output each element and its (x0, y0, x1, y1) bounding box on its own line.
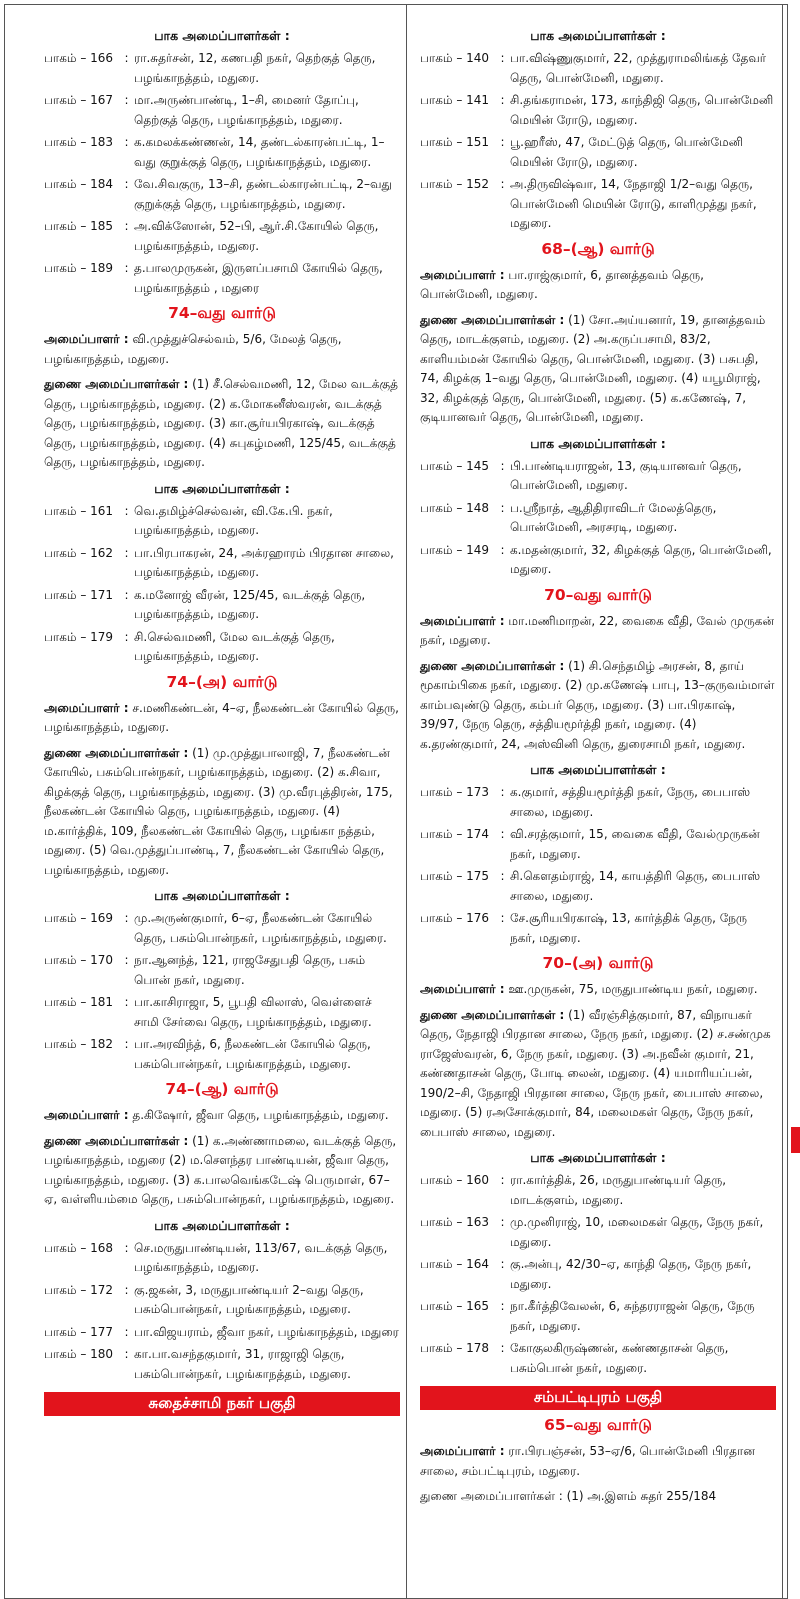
booth-organizer: க.கமலக்கண்ணன், 14, தண்டல்காரன்பட்டி, 1–வது குறுக்குத் தெரு, பழங்காநத்தம், மதுரை. (134, 135, 385, 169)
booth-number: பாகம் – 175 (420, 869, 490, 883)
booth-organizer: க.மனோஜ் வீரன், 125/45, வடக்குத் தெரு, பழங்காநத்தம், மதுரை. (134, 587, 366, 621)
organizer-paragraph (420, 1442, 776, 1481)
section-heading: பாக அமைப்பாளர்கள் : (530, 435, 666, 451)
colon: : (500, 1173, 505, 1187)
booth-organizer: நா.கீர்த்திவேலன், 6, சுந்தரராஜன் தெரு, நேரு நகர், மதுரை. (510, 1299, 755, 1333)
area-banner: சுதைச்சாமி நகர் பகுதி (44, 1392, 400, 1416)
booth-number: பாகம் – 160 (420, 1173, 490, 1187)
booth-number: பாகம் – 185 (44, 219, 114, 233)
booth-row (420, 133, 776, 172)
column-divider (406, 4, 407, 1599)
organizer-label: அமைப்பாளர் : (420, 1444, 505, 1458)
colon: : (500, 177, 505, 191)
booth-row (44, 133, 400, 172)
ward-title: 74–வது வார்டு (168, 304, 276, 322)
booth-organizer: வே.சிவகுரு, 13–சி, தண்டல்காரன்பட்டி, 2–வது குறுக்குத் தெரு, பழங்காநத்தம், மதுரை. (134, 177, 392, 211)
booth-number: பாகம் – 169 (44, 911, 114, 925)
assistant-label: துணை அமைப்பாளர்கள் : (420, 1007, 565, 1022)
booth-row (44, 259, 400, 298)
organizer-label: அமைப்பாளர் : (420, 982, 505, 996)
booth-row (420, 783, 776, 822)
colon: : (500, 827, 505, 841)
booth-number: பாகம் – 141 (420, 93, 490, 107)
booth-organizer: பா.விஷ்ணுகுமார், 22, முத்துராமலிங்கத் தேவர் தெரு, பொன்மேனி, மதுரை. (510, 51, 767, 85)
ward-title: 68–(ஆ) வார்டு (541, 239, 655, 258)
assistant-details: (1) க.அண்ணாமலை, வடக்குத் தெரு, பழங்காநத்தம், மதுரை (2) ம.சௌந்தர பாண்டியன், ஜீவா தெரு, பழங்காநத்தம், மதுரை. (3) க.பாலவெங்கடேஷ் பெருமாள், 67–ஏ, வள்ளியம்மை தெரு, பசும்பொன்நகர், பழங்காநத்தம், மதுரை. (44, 1133, 397, 1206)
ward-title: 74–(ஆ) வார்டு (165, 1080, 279, 1098)
booth-number: பாகம் – 184 (44, 177, 114, 191)
colon: : (124, 953, 129, 967)
booth-row (44, 993, 400, 1032)
booth-number: பாகம் – 178 (420, 1341, 490, 1355)
booth-number: பாகம் – 174 (420, 827, 490, 841)
booth-number: பாகம் – 162 (44, 545, 114, 560)
booth-number: பாகம் – 145 (420, 458, 490, 473)
booth-row (420, 175, 776, 234)
booth-organizer: வெ.தமிழ்ச்செல்வன், வி.கே.பி. நகர், பழங்காநத்தம், மதுரை. (134, 503, 333, 537)
booth-row (420, 1297, 776, 1336)
area-banner: சம்பட்டிபுரம் பகுதி (420, 1386, 776, 1410)
booth-row (44, 951, 400, 990)
section-heading: பாக அமைப்பாளர்கள் : (154, 1217, 290, 1233)
booth-row (44, 628, 400, 667)
assistant-organizers-paragraph (44, 1132, 400, 1210)
booth-organizer: நா.ஆனந்த், 121, ராஜசேதுபதி தெரு, பசும் பொன் நகர், மதுரை. (134, 953, 366, 987)
booth-row (44, 586, 400, 625)
booth-number: பாகம் – 152 (420, 177, 490, 191)
booth-number: பாகம் – 177 (44, 1324, 114, 1339)
booth-row (420, 457, 776, 496)
booth-organizer: சி.தங்கராமன், 173, காந்திஜி தெரு, பொன்மேனி மெயின் ரோடு, மதுரை. (510, 93, 774, 127)
organizer-details: ரா.பிரபஞ்சன், 53–ஏ/6, பொன்மேனி பிரதான சாலை, சம்பட்டிபுரம், மதுரை. (420, 1444, 755, 1478)
booth-number: பாகம் – 149 (420, 542, 490, 557)
assistant-organizers-paragraph (44, 375, 400, 473)
booth-row (44, 1239, 400, 1278)
assistant-details: (1) சோ.அய்யனார், 19, தானத்தவம் தெரு, மாடக்குளம், மதுரை. (2) அ.கருப்பசாமி, 83/2, காளியம்மன் கோயில் தெரு, பொன்மேனி, மதுரை. (3) பசுபதி, 74, கிழக்கு 1–வது தெரு, பொன்மேனி, மதுரை. (4) யபூமிராஜ், 32, கிழக்குத் தெரு, பொன்மேனி, மதுரை. (5) க.கணேஷ், 7, குடியானவர் தெரு, பொன்மேனி, மதுரை. (420, 312, 766, 424)
booth-organizer: சி.செல்வமணி, மேல வடக்குத் தெரு, பழங்காநத்தம், மதுரை. (134, 629, 335, 663)
colon: : (124, 911, 129, 925)
booth-organizer: சே.சூரியபிரகாஷ், 13, கார்த்திக் தெரு, நேரு நகர், மதுரை. (510, 911, 748, 945)
organizer-paragraph (420, 980, 776, 1000)
ward-title: 65–வது வார்டு (544, 1416, 652, 1434)
booth-organizer: அ.திருவிஷ்வா, 14, நேதாஜி 1/2–வது தெரு, பொன்மேனி மெயின் ரோடு, காளிமுத்து நகர், மதுரை. (510, 177, 757, 230)
booth-number: பாகம் – 182 (44, 1037, 114, 1051)
organizer-details: ச.மணிகண்டன், 4–ஏ, நீலகண்டன் கோயில் தெரு, பழங்காநத்தம், மதுரை. (44, 700, 399, 734)
assistant-organizers-paragraph (44, 744, 400, 881)
booth-row (44, 1035, 400, 1074)
booth-organizer: கா.பா.வசந்தகுமார், 31, ராஜாஜி தெரு, பசும்பொன்நகர், பழங்காநத்தம், மதுரை. (134, 1347, 351, 1381)
booth-organizer: அ.விக்ஸோன், 52–பி, ஆர்.சி.கோயில் தெரு, பழங்காநத்தம், மதுரை. (134, 219, 379, 253)
colon: : (500, 1341, 505, 1355)
booth-number: பாகம் – 165 (420, 1299, 490, 1313)
section-heading: பாக அமைப்பாளர்கள் : (530, 1150, 666, 1165)
booth-organizer: வி.சரத்குமார், 15, வைகை வீதி, வேல்முருகன் நகர், மதுரை. (510, 827, 760, 861)
booth-number: பாகம் – 140 (420, 51, 490, 65)
booth-row (44, 1323, 400, 1343)
organizer-paragraph (44, 1106, 400, 1126)
ward-title: 70–(அ) வார்டு (542, 954, 654, 972)
booth-number: பாகம் – 171 (44, 587, 114, 602)
right-edge-rule (782, 4, 783, 1599)
booth-organizer: ப.ஸ்ரீநாத், ஆதிதிராவிடர் மேலத்தெரு, பொன்மேனி, அரசரடி, மதுரை. (510, 500, 717, 534)
booth-organizer: பா.விஜயராம், ஜீவா நகர், பழங்காநத்தம், மதுரை (134, 1324, 399, 1339)
booth-organizer: பி.பாண்டியராஜன், 13, குடியானவர் தெரு, பொன்மேனி, மதுரை. (510, 458, 742, 492)
booth-number: பாகம் – 173 (420, 785, 490, 799)
section-heading: பாக அமைப்பாளர்கள் : (530, 762, 666, 777)
colon: : (124, 1282, 129, 1297)
colon: : (124, 1324, 129, 1339)
colon: : (124, 629, 129, 644)
booth-organizer: மு.முனிராஜ், 10, மலைமகள் தெரு, நேரு நகர், மதுரை. (510, 1215, 764, 1249)
booth-number: பாகம் – 183 (44, 135, 114, 149)
booth-row (44, 909, 400, 948)
assistant-label: துணை அமைப்பாளர்கள் : (420, 312, 565, 327)
colon: : (124, 995, 129, 1009)
assistant-details: (1) சி.செந்தமிழ் அரசன், 8, தாய் மூகாம்பிகை நகர், மதுரை. (2) மு.கணேஷ் பாபு, 13–குருவம்மாள் காம்பவுண்டு தெரு, கம்பர் தெரு, மதுரை. (3) பா.பிரகாஷ், 39/97, நேரு தெரு, சத்தியமூர்த்தி நகர், மதுரை. (4) க.தரண்குமார், 24, அஸ்வினி தெரு, துரைசாமி நகர், மதுரை. (420, 658, 775, 751)
booth-organizer: மு.அருண்குமார், 6–ஏ, நீலகண்டன் கோயில் தெரு, பசும்பொன்நகர், பழங்காநத்தம், மதுரை. (134, 911, 387, 945)
colon: : (500, 1215, 505, 1229)
section-heading: பாக அமைப்பாளர்கள் : (154, 28, 290, 43)
section-heading: பாக அமைப்பாளர்கள் : (154, 888, 290, 903)
colon: : (124, 1240, 129, 1255)
booth-row (420, 825, 776, 864)
organizer-paragraph (420, 266, 776, 305)
booth-row (420, 1213, 776, 1252)
booth-number: பாகம் – 151 (420, 135, 490, 149)
assistant-organizers-paragraph (420, 657, 776, 755)
assistant-label: துணை அமைப்பாளர்கள் : (44, 1133, 189, 1148)
section-heading: பாக அமைப்பாளர்கள் : (154, 480, 290, 496)
booth-row (44, 175, 400, 214)
left-column (44, 4, 400, 1422)
booth-number: பாகம் – 148 (420, 500, 490, 515)
organizer-label: அமைப்பாளர் : (420, 267, 505, 282)
organizer-details: ஊ.முருகன், 75, மருதுபாண்டிய நகர், மதுரை. (508, 982, 758, 996)
organizer-label: அமைப்பாளர் : (44, 700, 129, 715)
booth-organizer: கு.அன்பு, 42/30–ஏ, காந்தி தெரு, நேரு நகர், மதுரை. (510, 1257, 752, 1291)
assistant-label: துணை அமைப்பாளர்கள் : (420, 658, 565, 673)
ward-title: 74–(அ) வார்டு (166, 672, 278, 691)
booth-organizer: மா.அருண்பாண்டி, 1–சி, மைனர் தோப்பு, தெற்குத் தெரு, பழங்காநத்தம், மதுரை. (134, 93, 359, 127)
colon: : (124, 93, 129, 107)
booth-row (44, 1281, 400, 1320)
booth-number: பாகம் – 170 (44, 953, 114, 967)
booth-organizer: கு.ஜகன், 3, மருதுபாண்டியர் 2–வது தெரு, பசும்பொன்நகர், பழங்காநத்தம், மதுரை. (134, 1282, 364, 1316)
organizer-details: த.கிஷோர், ஜீவா தெரு, பழங்காநத்தம், மதுரை. (132, 1108, 389, 1122)
organizer-paragraph (44, 330, 400, 369)
booth-number: பாகம் – 172 (44, 1282, 114, 1297)
booth-organizer: பா.காசிராஜா, 5, பூபதி விலாஸ், வெள்ளைச் சாமி சேர்வை தெரு, பழங்காநத்தம், மதுரை. (134, 995, 372, 1029)
booth-organizer: த.பாலமுருகன், இருளப்பசாமி கோயில் தெரு, பழங்காநத்தம் , மதுரை (134, 261, 383, 295)
booth-organizer: சி.கௌதம்ராஜ், 14, காயத்திரி தெரு, பைபாஸ் சாலை, மதுரை. (510, 869, 761, 903)
booth-number: பாகம் – 166 (44, 51, 114, 65)
colon: : (500, 1257, 505, 1271)
colon: : (500, 869, 505, 883)
booth-number: பாகம் – 168 (44, 1240, 114, 1255)
colon: : (500, 500, 505, 515)
booth-number: பாகம் – 180 (44, 1347, 114, 1361)
booth-number: பாகம் – 176 (420, 911, 490, 925)
booth-row (44, 1345, 400, 1384)
right-column (420, 4, 776, 1513)
colon: : (500, 1299, 505, 1313)
colon: : (500, 51, 505, 65)
assistant-details: (1) மு.முத்துபாலாஜி, 7, நீலகண்டன் கோயில், பசும்பொன்நகர், பழங்காநத்தம், மதுரை. (2) க.சிவா, கிழக்குத் தெரு, பழங்காநத்தம், மதுரை. (3) மு.வீரபுத்திரன், 175, நீலகண்டன் கோயில் தெரு, பழங்காநத்தம், மதுரை. (4) ம.கார்த்திக், 109, நீலகண்டன் கோயில் தெரு, பழங்கா நத்தம், மதுரை. (5) வெ.முத்துப்பாண்டி, 7, நீலகண்டன் கோயில் தெரு, பழங்காநத்தம், மதுரை. (44, 745, 393, 877)
booth-row (420, 49, 776, 88)
organizer-label: அமைப்பாளர் : (420, 613, 505, 628)
booth-number: பாகம் – 189 (44, 261, 114, 275)
booth-organizer: க.குமார், சத்தியமூர்த்தி நகர், நேரு, பைபாஸ் சாலை, மதுரை. (510, 785, 751, 819)
booth-organizer: செ.மருதுபாண்டியன், 113/67, வடக்குத் தெரு, பழங்காநத்தம், மதுரை. (134, 1240, 388, 1274)
colon: : (500, 911, 505, 925)
booth-organizer: பா.அரவிந்த், 6, நீலகண்டன் கோயில் தெரு, பசும்பொன்நகர், பழங்காநத்தம், மதுரை. (134, 1037, 371, 1071)
colon: : (124, 1347, 129, 1361)
assistant-details: (1) சீ.செல்வமணி, 12, மேல வடக்குத் தெரு, பழங்காநத்தம், மதுரை. (2) க.மோகனீஸ்வரன், வடக்குத் தெரு, பழங்காநத்தம், மதுரை. (3) கா.சூர்யபிரகாஷ், வடக்குத் தெரு, பழங்காநத்தம், மதுரை. (4) சுபுகழ்மணி, 125/45, வடக்குத் தெரு, பழங்காநத்தம், மதுரை. (44, 377, 398, 469)
booth-number: பாகம் – 181 (44, 995, 114, 1009)
booth-row (420, 867, 776, 906)
booth-row (44, 217, 400, 256)
booth-row (420, 499, 776, 538)
booth-row (420, 909, 776, 948)
organizer-details: மா.மணிமாறன், 22, வைகை வீதி, வேல் முருகன் நகர், மதுரை. (420, 613, 775, 647)
booth-row (420, 91, 776, 130)
colon: : (124, 135, 129, 149)
booth-organizer: ரா.சுதர்சன், 12, கணபதி நகர், தெற்குத் தெரு, பழங்காநத்தம், மதுரை. (134, 51, 376, 85)
colon: : (124, 587, 129, 602)
assistant-organizers-paragraph (420, 311, 776, 428)
booth-organizer: கோகுலகிருஷ்ணன், கண்ணதாசன் தெரு, பசும்பொன் நகர், மதுரை. (510, 1341, 729, 1375)
colon: : (124, 261, 129, 275)
booth-organizer: ரா.கார்த்திக், 26, மருதுபாண்டியர் தெரு, மாடக்குளம், மதுரை. (510, 1173, 727, 1207)
assistant-organizers-paragraph (420, 1006, 776, 1143)
colon: : (124, 219, 129, 233)
organizer-label: அமைப்பாளர் : (44, 332, 129, 346)
ward-title: 70–வது வார்டு (544, 585, 652, 604)
organizer-paragraph (420, 612, 776, 651)
booth-row (420, 541, 776, 580)
booth-organizer: பூ.ஹரீஸ், 47, மேட்டுத் தெரு, பொன்மேனி மெயின் ரோடு, மதுரை. (510, 135, 743, 169)
organizer-paragraph (44, 699, 400, 738)
organizer-details: வி.முத்துச்செல்வம், 5/6, மேலத் தெரு, பழங்காநத்தம், மதுரை. (44, 332, 342, 366)
booth-number: பாகம் – 179 (44, 629, 114, 644)
booth-number: பாகம் – 164 (420, 1257, 490, 1271)
colon: : (124, 545, 129, 560)
colon: : (124, 177, 129, 191)
booth-row (420, 1339, 776, 1378)
colon: : (500, 785, 505, 799)
edge-marker (791, 1127, 800, 1153)
colon: : (124, 503, 129, 518)
booth-row (44, 49, 400, 88)
organizer-details: பா.ராஜ்குமார், 6, தானத்தவம் தெரு, பொன்மேனி, மதுரை. (420, 267, 704, 301)
colon: : (500, 542, 505, 557)
booth-organizer: க.மதன்குமார், 32, கிழக்குத் தெரு, பொன்மேனி, மதுரை. (510, 542, 772, 576)
colon: : (124, 51, 129, 65)
booth-row (420, 1255, 776, 1294)
booth-row (420, 1171, 776, 1210)
assistant-organizers-paragraph: துணை அமைப்பாளர்கள் : (1) அ.இளம் சுதர் 255/184 (420, 1489, 717, 1503)
assistant-details: (1) வீரஞ்சித்குமார், 87, விநாயகர் தெரு, நேதாஜி பிரதான சாலை, நேரு நகர், மதுரை. (2) ச.சண்முக ராஜேஸ்வரன், 6, நேரு நகர், மதுரை. (3) அ.நவீன் குமார், 21, கண்ணதாசன் தெரு, போடி லைன், மதுரை. (4) யமாரியப்பன், 190/2–சி, நேதாஜி பிரதான சாலை, நேரு நகர், பைபாஸ் சாலை, மதுரை. (5) ரஅசோக்குமார், 84, மலைமகள் தெரு, நேரு நகர், பைபாஸ் சாலை, மதுரை. (420, 1007, 771, 1139)
colon: : (500, 93, 505, 107)
section-heading: பாக அமைப்பாளர்கள் : (530, 28, 666, 43)
booth-number: பாகம் – 163 (420, 1215, 490, 1229)
booth-row (44, 544, 400, 583)
booth-organizer: பா.பிரபாகரன், 24, அக்ரஹாரம் பிரதான சாலை, பழங்காநத்தம், மதுரை. (134, 545, 394, 579)
booth-number: பாகம் – 167 (44, 93, 114, 107)
booth-row (44, 502, 400, 541)
organizer-label: அமைப்பாளர் : (44, 1108, 129, 1122)
assistant-label: துணை அமைப்பாளர்கள் : (44, 745, 189, 760)
colon: : (500, 135, 505, 149)
colon: : (500, 458, 505, 473)
colon: : (124, 1037, 129, 1051)
assistant-label: துணை அமைப்பாளர்கள் : (44, 377, 189, 391)
booth-row (44, 91, 400, 130)
booth-number: பாகம் – 161 (44, 503, 114, 518)
